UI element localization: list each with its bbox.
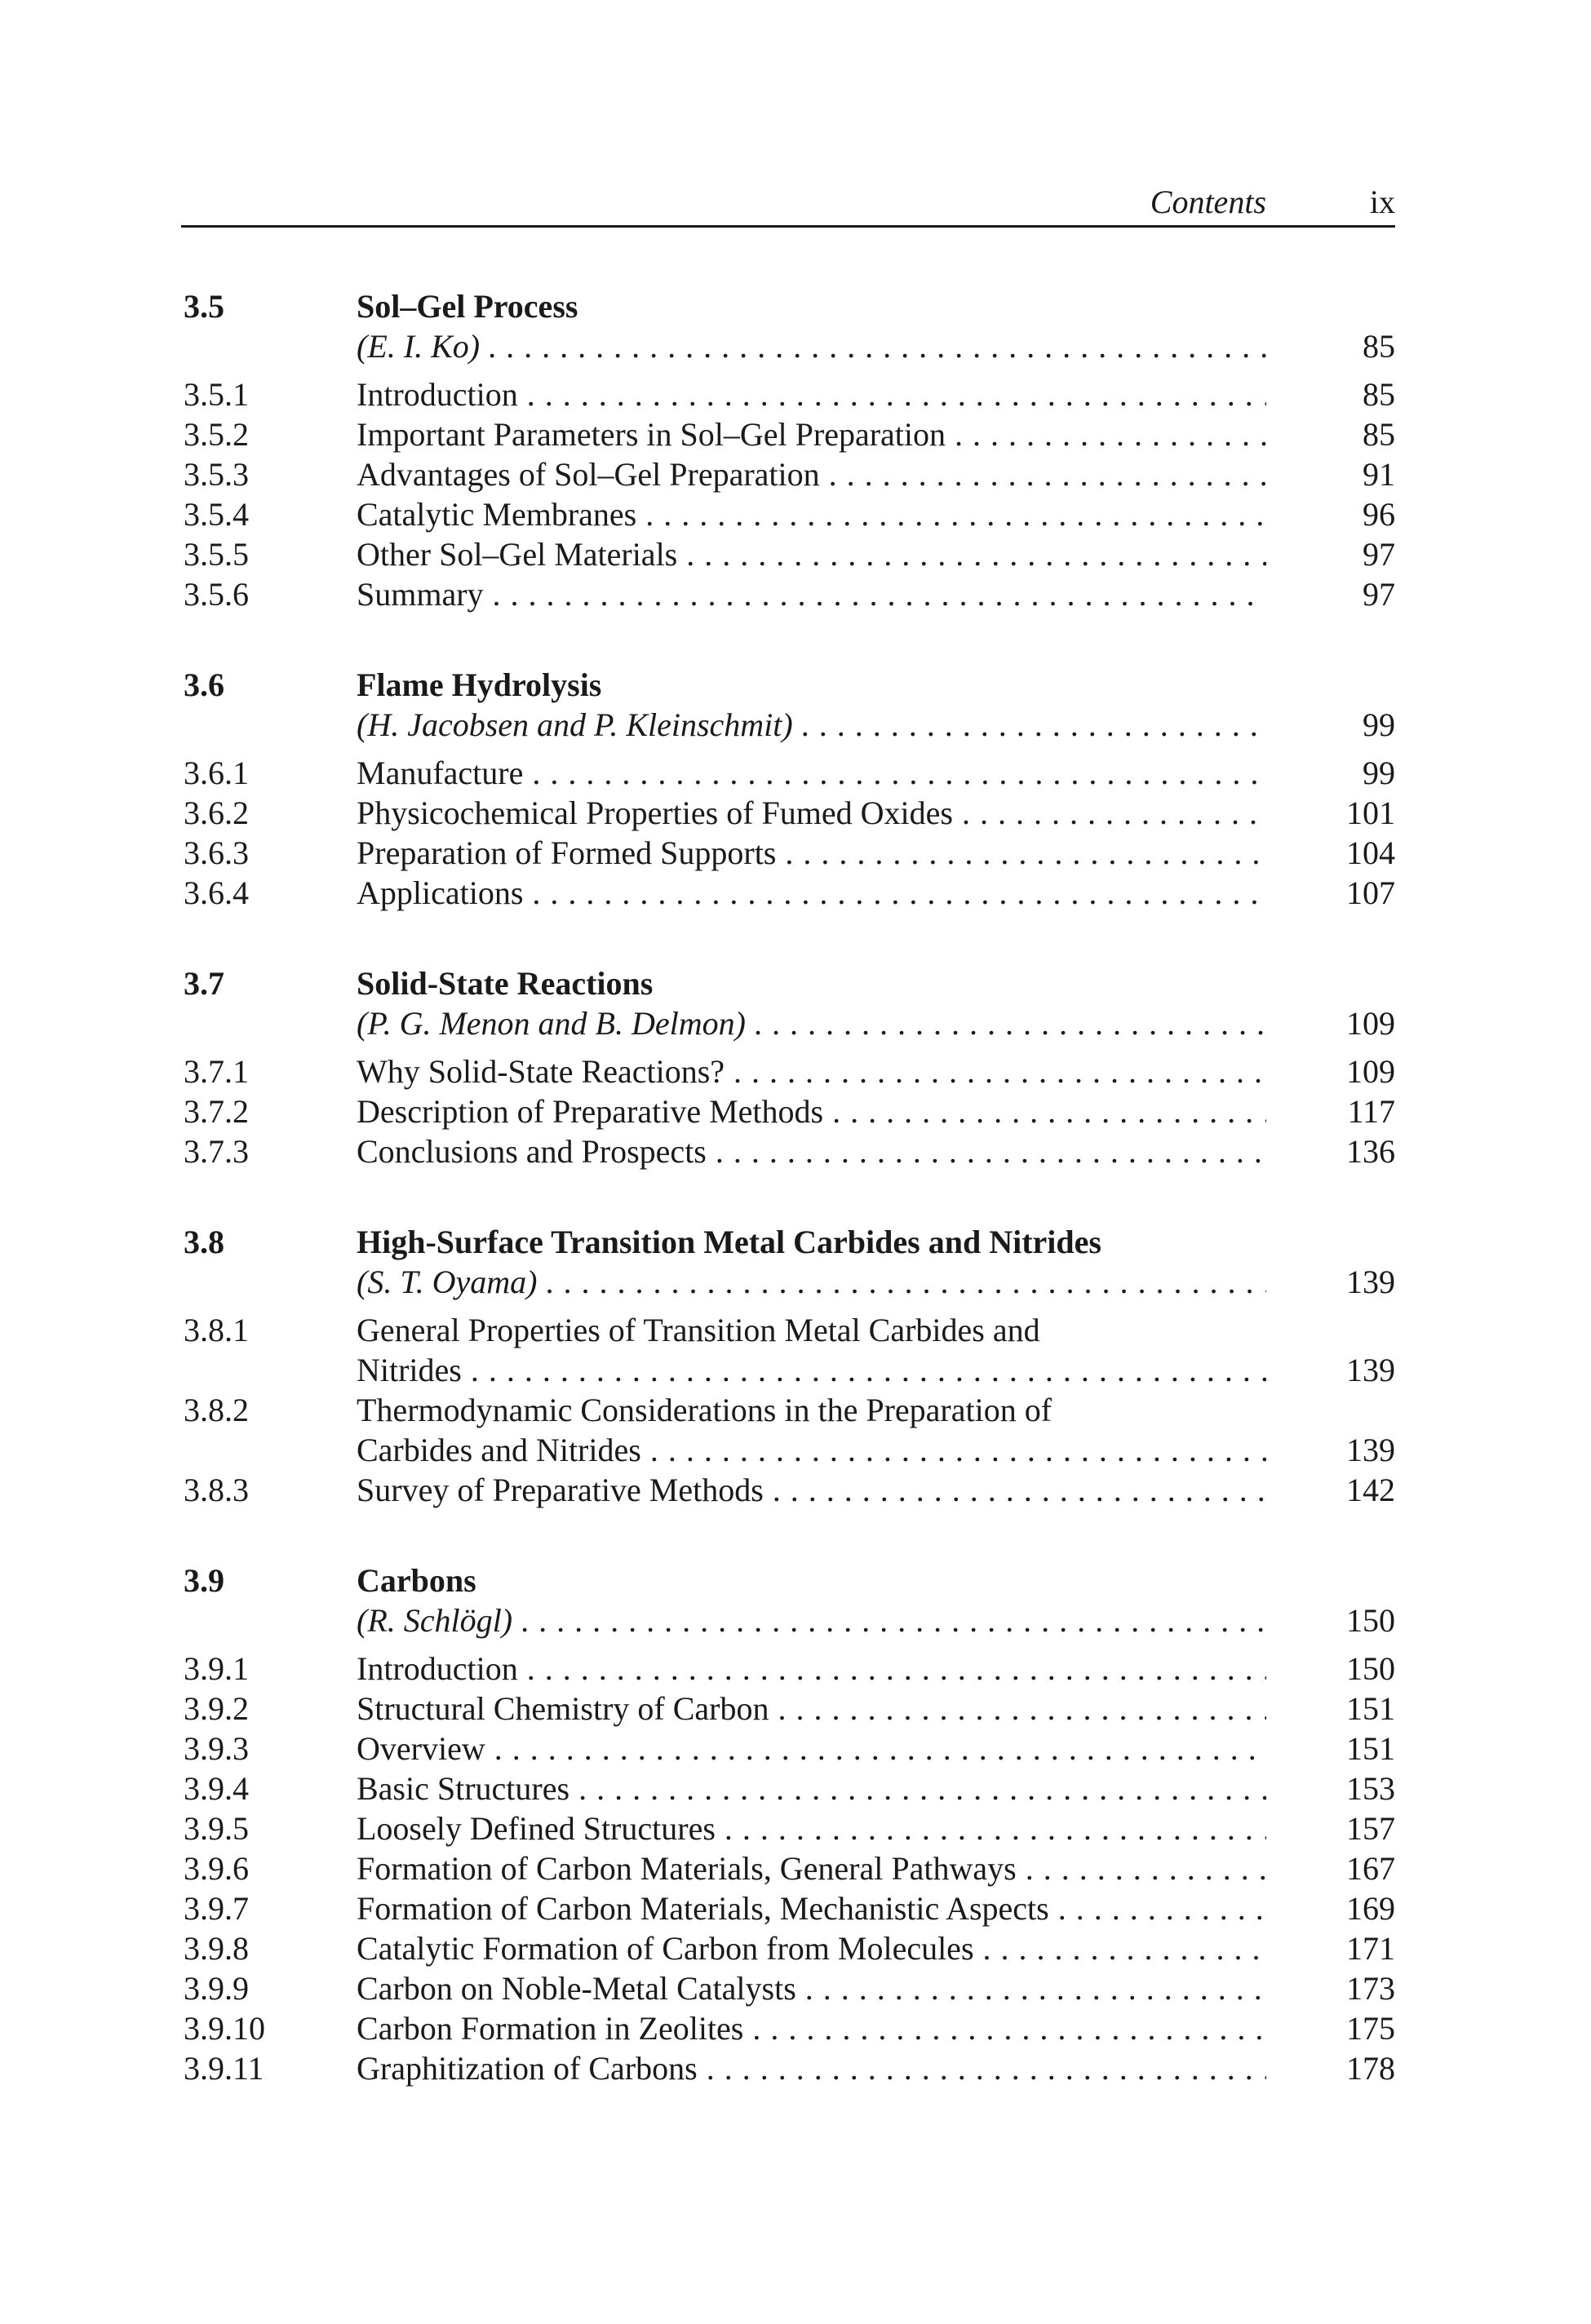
toc-entry[interactable] (0, 1649, 1591, 1689)
toc-entry-number: 3.6.4 (184, 874, 249, 911)
toc-entry[interactable] (0, 1471, 1591, 1511)
section-heading (0, 964, 1591, 1004)
toc-entry-number: 3.9.8 (184, 1930, 249, 1967)
toc-entry[interactable] (0, 1929, 1591, 1969)
section-number: 3.5 (184, 288, 224, 325)
toc-entry-title: Manufacture . . . (357, 754, 1266, 792)
toc-page-number: 101 (1346, 795, 1395, 831)
toc-page-number: 136 (1346, 1133, 1395, 1170)
toc-entry[interactable] (0, 1391, 1591, 1431)
toc-page-number: 99 (1363, 755, 1395, 791)
toc-entry[interactable] (0, 415, 1591, 455)
toc-entry-title: Loosely Defined Structures . . . (357, 1809, 1266, 1848)
toc-entry[interactable] (0, 1132, 1591, 1172)
toc-entry-title: Preparation of Formed Supports . . . (357, 834, 1266, 872)
toc-entry-title: Formation of Carbon Materials, Mechanistic Aspects . . . (357, 1889, 1266, 1928)
section-title: Carbons (357, 1562, 476, 1599)
toc-entry-number: 3.9.10 (184, 2010, 265, 2047)
section-title: Sol–Gel Process (357, 288, 578, 325)
toc-page-number: 173 (1346, 1970, 1395, 2007)
section-heading (0, 1223, 1591, 1263)
toc-page-number: 150 (1346, 1602, 1395, 1639)
toc-page-number: 157 (1346, 1810, 1395, 1847)
toc-section (0, 964, 1591, 1223)
toc-entry-title: Structural Chemistry of Carbon . . . (357, 1689, 1266, 1728)
section-author-row[interactable] (0, 1004, 1591, 1044)
section-author: (R. Schlögl) . . . (357, 1601, 1266, 1640)
toc-entry[interactable] (0, 1849, 1591, 1889)
section-author: (H. Jacobsen and P. Kleinschmit) . . . (357, 706, 1266, 744)
section-author-row[interactable] (0, 706, 1591, 746)
toc-page-number: 117 (1347, 1093, 1395, 1130)
toc-page-number: 97 (1363, 576, 1395, 613)
toc-entry-number: 3.5.2 (184, 416, 249, 453)
toc-entry-number: 3.5.6 (184, 576, 249, 613)
toc-page-number: 139 (1346, 1352, 1395, 1388)
toc-page-number: 167 (1346, 1850, 1395, 1887)
toc-page-number: 91 (1363, 456, 1395, 493)
toc-page-number: 169 (1346, 1890, 1395, 1927)
toc-entry-number: 3.7.1 (184, 1053, 249, 1090)
toc-page-number: 150 (1346, 1650, 1395, 1687)
section-heading (0, 1561, 1591, 1601)
toc-entry[interactable] (0, 1092, 1591, 1132)
toc-entry-title: Introduction . . . (357, 1649, 1266, 1688)
toc-entry-title: General Properties of Transition Metal Carbides and (357, 1312, 1040, 1348)
section-heading (0, 666, 1591, 706)
toc-entry-number: 3.9.4 (184, 1770, 249, 1807)
toc-entry[interactable] (0, 1729, 1591, 1769)
toc-page-number: 107 (1346, 874, 1395, 911)
toc-section (0, 287, 1591, 666)
toc-entry-title: Carbon Formation in Zeolites . . . (357, 2009, 1266, 2047)
toc-entry[interactable] (0, 1311, 1591, 1351)
toc-entry-title: Why Solid-State Reactions? . . . (357, 1052, 1266, 1091)
toc-entry-title: Important Parameters in Sol–Gel Preparation . . . (357, 415, 1266, 454)
toc-entry-number: 3.6.2 (184, 795, 249, 831)
toc-entry-number: 3.9.3 (184, 1730, 249, 1767)
toc-entry-number: 3.8.3 (184, 1472, 249, 1508)
toc-entry[interactable] (0, 1769, 1591, 1809)
section-author-row[interactable] (0, 1601, 1591, 1641)
toc-entry-number: 3.8.1 (184, 1312, 249, 1348)
toc-entry-title: Applications . . . (357, 874, 1266, 912)
toc-entry-number: 3.9.2 (184, 1690, 249, 1727)
toc-entry[interactable] (0, 834, 1591, 874)
section-author: (S. T. Oyama) . . . (357, 1263, 1266, 1301)
toc-entry-number: 3.5.5 (184, 536, 249, 573)
toc-entry-title: Physicochemical Properties of Fumed Oxides . . . (357, 794, 1266, 832)
section-number: 3.8 (184, 1224, 224, 1260)
toc-entry[interactable] (0, 794, 1591, 834)
toc-entry[interactable] (0, 455, 1591, 495)
toc-section (0, 1223, 1591, 1561)
toc-entry[interactable] (0, 1889, 1591, 1929)
toc-entry-number: 3.9.11 (184, 2050, 264, 2087)
toc-entry[interactable] (0, 874, 1591, 914)
toc-entry-title: Other Sol–Gel Materials . . . (357, 535, 1266, 573)
section-author: (E. I. Ko) . . . (357, 327, 1266, 365)
toc-entry[interactable] (0, 575, 1591, 615)
toc-entry-number: 3.7.2 (184, 1093, 249, 1130)
toc-page-number: 85 (1363, 328, 1395, 365)
toc-page-number: 97 (1363, 536, 1395, 573)
toc-entry-title: Thermodynamic Considerations in the Preparation of (357, 1392, 1053, 1428)
toc-entry-title: Carbon on Noble-Metal Catalysts . . . (357, 1969, 1266, 2007)
toc-entry-number: 3.5.4 (184, 496, 249, 533)
section-author: (P. G. Menon and B. Delmon) . . . (357, 1004, 1266, 1042)
section-number: 3.9 (184, 1562, 224, 1599)
toc-page-number: 85 (1363, 376, 1395, 413)
toc-entry-number: 3.6.3 (184, 834, 249, 871)
section-title: Solid-State Reactions (357, 965, 654, 1002)
toc-page-number: 139 (1346, 1264, 1395, 1300)
toc-entry-number: 3.9.7 (184, 1890, 249, 1927)
section-author-row[interactable] (0, 327, 1591, 367)
toc-entry-title: Conclusions and Prospects . . . (357, 1132, 1266, 1171)
toc-page-number: 175 (1346, 2010, 1395, 2047)
toc-entry-number: 3.7.3 (184, 1133, 249, 1170)
toc-entry[interactable] (0, 2049, 1591, 2089)
toc-entry-title: Catalytic Formation of Carbon from Molecules . . . (357, 1929, 1266, 1968)
toc-entry-number: 3.5.1 (184, 376, 249, 413)
toc-entry[interactable] (0, 2009, 1591, 2049)
toc-entry[interactable] (0, 535, 1591, 575)
toc-page-number: 109 (1346, 1053, 1395, 1090)
toc-page-number: 109 (1346, 1005, 1395, 1042)
toc-entry-number: 3.9.6 (184, 1850, 249, 1887)
toc-entry-title: Survey of Preparative Methods . . . (357, 1471, 1266, 1509)
toc-entry-number: 3.8.2 (184, 1392, 249, 1428)
toc-entry[interactable] (0, 1689, 1591, 1729)
toc-entry[interactable] (0, 754, 1591, 794)
section-title: High-Surface Transition Metal Carbides and Nitrides (357, 1224, 1101, 1260)
toc-page-number: 151 (1346, 1730, 1395, 1767)
toc-entry[interactable] (0, 1431, 1591, 1471)
toc-page-number: 153 (1346, 1770, 1395, 1807)
toc-page-number: 85 (1363, 416, 1395, 453)
toc-page-number: 178 (1346, 2050, 1395, 2087)
section-number: 3.7 (184, 965, 224, 1002)
toc-entry-number: 3.6.1 (184, 755, 249, 791)
section-title: Flame Hydrolysis (357, 666, 602, 703)
toc-page-number: 99 (1363, 706, 1395, 743)
toc-entry-title: Carbides and Nitrides . . . (357, 1431, 1266, 1469)
running-head-title: Contents (1150, 184, 1266, 220)
toc-entry-title: Basic Structures . . . (357, 1769, 1266, 1808)
toc-entry[interactable] (0, 1052, 1591, 1092)
toc-entry-title: Catalytic Membranes . . . (357, 495, 1266, 533)
toc-entry-title: Nitrides . . . (357, 1351, 1266, 1389)
toc-page-number: 142 (1346, 1472, 1395, 1508)
section-number: 3.6 (184, 666, 224, 703)
toc-entry-title: Introduction . . . (357, 375, 1266, 414)
section-heading (0, 287, 1591, 327)
toc-entry-title: Graphitization of Carbons . . . (357, 2049, 1266, 2087)
toc-section (0, 1561, 1591, 2140)
toc-page-number: 96 (1363, 496, 1395, 533)
toc-entry-title: Overview . . . (357, 1729, 1266, 1768)
toc-entry-number: 3.9.9 (184, 1970, 249, 2007)
toc-section (0, 666, 1591, 964)
toc-page-number: 139 (1346, 1432, 1395, 1468)
toc-entry-number: 3.5.3 (184, 456, 249, 493)
page-number: ix (1369, 184, 1395, 220)
section-author-row[interactable] (0, 1263, 1591, 1303)
toc-entry[interactable] (0, 1969, 1591, 2009)
toc-entry-title: Summary . . . (357, 575, 1266, 613)
toc-page-number: 151 (1346, 1690, 1395, 1727)
toc-entry-title: Formation of Carbon Materials, General Pathways . . . (357, 1849, 1266, 1888)
toc-entry[interactable] (0, 495, 1591, 535)
toc-entry-title: Description of Preparative Methods . . . (357, 1092, 1266, 1131)
toc-page-number: 171 (1346, 1930, 1395, 1967)
toc-entry-number: 3.9.5 (184, 1810, 249, 1847)
toc-entry-title: Advantages of Sol–Gel Preparation . . . (357, 455, 1266, 494)
toc-entry[interactable] (0, 375, 1591, 415)
toc-page-number: 104 (1346, 834, 1395, 871)
toc-entry[interactable] (0, 1809, 1591, 1849)
toc-entry[interactable] (0, 1351, 1591, 1391)
toc-entry-number: 3.9.1 (184, 1650, 249, 1687)
